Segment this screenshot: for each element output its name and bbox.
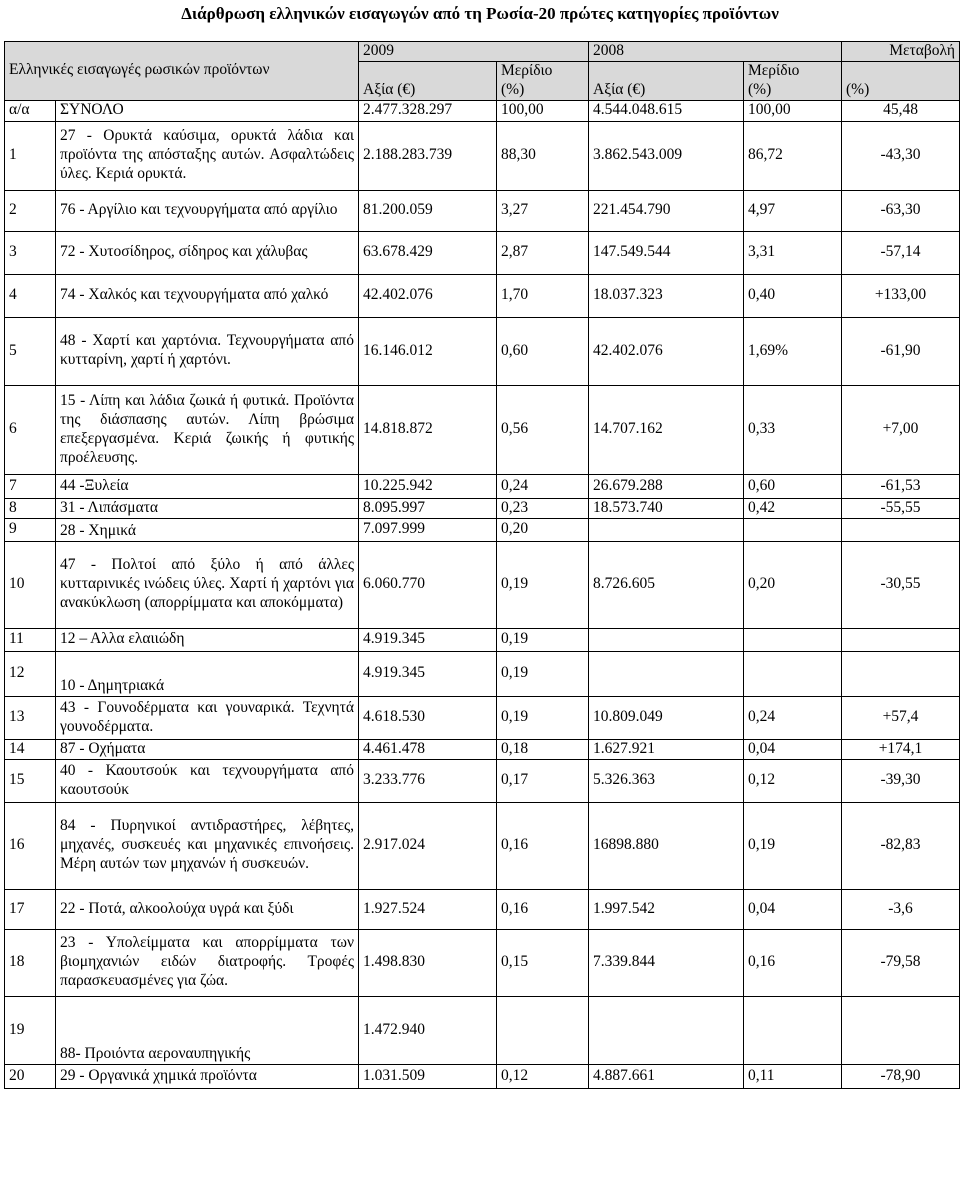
- category-cell: 31 - Λιπάσματα: [56, 498, 359, 518]
- category-cell: 88- Προιόντα αεροναυπηγικής: [56, 996, 359, 1064]
- row-number: 20: [5, 1064, 56, 1088]
- change-cell: +133,00: [842, 274, 960, 317]
- category-cell: 27 - Ορυκτά καύσιμα, ορυκτά λάδια και προϊόντα της απόσταξης αυτών. Ασφαλτώδεις ύλες. Κεριά ορυκτά.: [56, 121, 359, 190]
- category-cell: 23 - Υπολείμματα και απορρίμματα των βιομηχανιών ειδών διατροφής. Τροφές παρασκευασμένες για ζώα.: [56, 929, 359, 996]
- row-number: 15: [5, 759, 56, 802]
- value-2009-cell: 2.917.024: [359, 802, 497, 889]
- change-cell: +57,4: [842, 696, 960, 739]
- value-2009-cell: 10.225.942: [359, 474, 497, 498]
- share-2008-cell: 0,60: [744, 474, 842, 498]
- change-cell: -39,30: [842, 759, 960, 802]
- share-2008-cell: 0,20: [744, 541, 842, 628]
- change-cell: -30,55: [842, 541, 960, 628]
- row-number: 19: [5, 996, 56, 1064]
- table-row: [5, 996, 960, 1064]
- share-2009-cell: 0,23: [497, 498, 589, 518]
- category-cell: 47 - Πολτοί από ξύλο ή από άλλες κυτταρινικές ινώδεις ύλες. Χαρτί ή χαρτόνι για ανακύκλωση (απορρίμματα και αποκόμματα): [56, 541, 359, 628]
- header-share-2009-line1: Μερίδιο: [501, 61, 553, 79]
- category-cell: 72 - Χυτοσίδηρος, σίδηρος και χάλυβας: [56, 231, 359, 274]
- header-change-pct: (%): [842, 61, 960, 100]
- table-row: [5, 317, 960, 385]
- category-cell: 43 - Γουνοδέρματα και γουναρικά. Τεχνητά γουνοδέρματα.: [56, 696, 359, 739]
- header-year-2008: 2008: [589, 42, 842, 62]
- share-2009-cell: 0,12: [497, 1064, 589, 1088]
- category-cell: 29 - Οργανικά χημικά προϊόντα: [56, 1064, 359, 1088]
- imports-table: [4, 41, 960, 1089]
- share-2008-cell: 0,16: [744, 929, 842, 996]
- table-row: [5, 474, 960, 498]
- share-2009-cell: [497, 996, 589, 1064]
- value-2009-cell: 1.927.524: [359, 889, 497, 929]
- value-2008-cell: 3.862.543.009: [589, 121, 744, 190]
- category-cell: 12 – Αλλα ελαιιώδη: [56, 628, 359, 651]
- share-2008-cell: 0,04: [744, 889, 842, 929]
- share-2009-cell: 0,16: [497, 802, 589, 889]
- share-2008-cell: [744, 996, 842, 1064]
- value-2009-cell: 4.919.345: [359, 651, 497, 696]
- row-number: 1: [5, 121, 56, 190]
- change-cell: -61,90: [842, 317, 960, 385]
- value-2009-cell: 2.188.283.739: [359, 121, 497, 190]
- change-cell: [842, 628, 960, 651]
- row-number: 7: [5, 474, 56, 498]
- share-2009-cell: 0,20: [497, 518, 589, 541]
- table-row: [5, 889, 960, 929]
- table-row: [5, 696, 960, 739]
- table-row: [5, 385, 960, 474]
- change-cell: -43,30: [842, 121, 960, 190]
- share-2009-cell: 0,24: [497, 474, 589, 498]
- share-2009-cell: 0,17: [497, 759, 589, 802]
- header-share-2008-line2: (%): [748, 80, 772, 98]
- share-2008-cell: 4,97: [744, 190, 842, 231]
- value-2008-cell: [589, 628, 744, 651]
- change-cell: -57,14: [842, 231, 960, 274]
- change-cell: [842, 518, 960, 541]
- share-2008-cell: 0,24: [744, 696, 842, 739]
- value-2008-cell: [589, 518, 744, 541]
- value-2008-cell: 221.454.790: [589, 190, 744, 231]
- row-number: 9: [5, 518, 56, 541]
- row-number: 3: [5, 231, 56, 274]
- share-2009-cell: 0,56: [497, 385, 589, 474]
- total-change: 45,48: [842, 100, 960, 121]
- header-row-label: Ελληνικές εισαγωγές ρωσικών προϊόντων: [5, 42, 359, 101]
- header-value-2008: Αξία (€): [589, 61, 744, 100]
- value-2009-cell: 4.461.478: [359, 739, 497, 759]
- row-number: 12: [5, 651, 56, 696]
- share-2009-cell: 88,30: [497, 121, 589, 190]
- share-2009-cell: 0,18: [497, 739, 589, 759]
- value-2009-cell: 4.618.530: [359, 696, 497, 739]
- row-number: 14: [5, 739, 56, 759]
- change-cell: -3,6: [842, 889, 960, 929]
- change-cell: -78,90: [842, 1064, 960, 1088]
- total-share-2009: 100,00: [497, 100, 589, 121]
- value-2008-cell: 42.402.076: [589, 317, 744, 385]
- row-number: 13: [5, 696, 56, 739]
- share-2009-cell: 0,60: [497, 317, 589, 385]
- category-cell: 10 - Δημητριακά: [56, 651, 359, 696]
- table-row: [5, 274, 960, 317]
- category-cell: 22 - Ποτά, αλκοολούχα υγρά και ξύδι: [56, 889, 359, 929]
- total-value-2008: 4.544.048.615: [589, 100, 744, 121]
- share-2008-cell: [744, 628, 842, 651]
- value-2009-cell: 8.095.997: [359, 498, 497, 518]
- row-number: 10: [5, 541, 56, 628]
- share-2009-cell: 1,70: [497, 274, 589, 317]
- share-2008-cell: 3,31: [744, 231, 842, 274]
- row-number: 5: [5, 317, 56, 385]
- change-cell: +174,1: [842, 739, 960, 759]
- share-2008-cell: 0,11: [744, 1064, 842, 1088]
- share-2009-cell: 0,16: [497, 889, 589, 929]
- table-row: [5, 190, 960, 231]
- share-2009-cell: 0,15: [497, 929, 589, 996]
- share-2008-cell: 0,04: [744, 739, 842, 759]
- table-row: [5, 121, 960, 190]
- category-cell: 76 - Αργίλιο και τεχνουργήματα από αργίλιο: [56, 190, 359, 231]
- row-number: 8: [5, 498, 56, 518]
- value-2008-cell: 18.037.323: [589, 274, 744, 317]
- change-cell: -61,53: [842, 474, 960, 498]
- table-row: [5, 929, 960, 996]
- value-2008-cell: 16898.880: [589, 802, 744, 889]
- share-2009-cell: 0,19: [497, 628, 589, 651]
- value-2009-cell: 4.919.345: [359, 628, 497, 651]
- change-cell: [842, 651, 960, 696]
- category-cell: 28 - Χημικά: [56, 518, 359, 541]
- value-2008-cell: [589, 651, 744, 696]
- row-number: 4: [5, 274, 56, 317]
- change-cell: +7,00: [842, 385, 960, 474]
- table-row: [5, 518, 960, 541]
- change-cell: -55,55: [842, 498, 960, 518]
- share-2008-cell: 0,12: [744, 759, 842, 802]
- category-cell: 48 - Χαρτί και χαρτόνια. Τεχνουργήματα από κυτταρίνη, χαρτί ή χαρτόνι.: [56, 317, 359, 385]
- header-share-2008-line1: Μερίδιο: [748, 61, 800, 79]
- table-row: [5, 541, 960, 628]
- value-2009-cell: 42.402.076: [359, 274, 497, 317]
- row-number: 18: [5, 929, 56, 996]
- share-2008-cell: 0,42: [744, 498, 842, 518]
- value-2009-cell: 7.097.999: [359, 518, 497, 541]
- value-2009-cell: 63.678.429: [359, 231, 497, 274]
- value-2008-cell: 1.997.542: [589, 889, 744, 929]
- row-number: 6: [5, 385, 56, 474]
- table-row: [5, 759, 960, 802]
- value-2009-cell: 3.233.776: [359, 759, 497, 802]
- row-number: 16: [5, 802, 56, 889]
- value-2008-cell: 8.726.605: [589, 541, 744, 628]
- header-share-2009: [497, 61, 589, 100]
- change-cell: -82,83: [842, 802, 960, 889]
- header-year-2009: 2009: [359, 42, 589, 62]
- value-2009-cell: 1.498.830: [359, 929, 497, 996]
- share-2008-cell: 0,19: [744, 802, 842, 889]
- share-2008-cell: [744, 651, 842, 696]
- value-2008-cell: 14.707.162: [589, 385, 744, 474]
- value-2009-cell: 1.031.509: [359, 1064, 497, 1088]
- category-cell: 40 - Καουτσούκ και τεχνουργήματα από καουτσούκ: [56, 759, 359, 802]
- header-change: Μεταβολή: [842, 42, 960, 62]
- change-cell: -63,30: [842, 190, 960, 231]
- value-2009-cell: 14.818.872: [359, 385, 497, 474]
- value-2009-cell: 16.146.012: [359, 317, 497, 385]
- total-label: ΣΥΝΟΛΟ: [56, 100, 359, 121]
- category-cell: 74 - Χαλκός και τεχνουργήματα από χαλκό: [56, 274, 359, 317]
- table-row: [5, 1064, 960, 1088]
- table-row: [5, 498, 960, 518]
- share-2009-cell: 0,19: [497, 651, 589, 696]
- row-number: 11: [5, 628, 56, 651]
- change-cell: [842, 996, 960, 1064]
- value-2009-cell: 1.472.940: [359, 996, 497, 1064]
- value-2008-cell: 18.573.740: [589, 498, 744, 518]
- table-row: [5, 739, 960, 759]
- table-row: [5, 231, 960, 274]
- total-share-2008: 100,00: [744, 100, 842, 121]
- table-row: [5, 651, 960, 696]
- value-2008-cell: [589, 996, 744, 1064]
- total-value-2009: 2.477.328.297: [359, 100, 497, 121]
- share-2009-cell: 0,19: [497, 696, 589, 739]
- share-2009-cell: 2,87: [497, 231, 589, 274]
- row-number: 2: [5, 190, 56, 231]
- share-2008-cell: [744, 518, 842, 541]
- category-cell: 15 - Λίπη και λάδια ζωικά ή φυτικά. Προϊόντα της διάσπασης αυτών. Λίπη βρώσιμα επεξεργασμένα. Κεριά ζωικής ή φυτικής προέλευσης.: [56, 385, 359, 474]
- share-2009-cell: 3,27: [497, 190, 589, 231]
- change-cell: -79,58: [842, 929, 960, 996]
- share-2009-cell: 0,19: [497, 541, 589, 628]
- total-row: [5, 100, 960, 121]
- row-number: 17: [5, 889, 56, 929]
- value-2008-cell: 10.809.049: [589, 696, 744, 739]
- share-2008-cell: 1,69%: [744, 317, 842, 385]
- category-cell: 87 - Οχήματα: [56, 739, 359, 759]
- header-row-years: [5, 42, 960, 62]
- value-2008-cell: 4.887.661: [589, 1064, 744, 1088]
- table-row: [5, 628, 960, 651]
- value-2008-cell: 5.326.363: [589, 759, 744, 802]
- value-2008-cell: 147.549.544: [589, 231, 744, 274]
- value-2009-cell: 6.060.770: [359, 541, 497, 628]
- value-2009-cell: 81.200.059: [359, 190, 497, 231]
- page-title: Διάρθρωση ελληνικών εισαγωγών από τη Ρωσία-20 πρώτες κατηγορίες προϊόντων: [181, 4, 779, 23]
- table-row: [5, 802, 960, 889]
- header-value-2009: Αξία (€): [359, 61, 497, 100]
- value-2008-cell: 1.627.921: [589, 739, 744, 759]
- value-2008-cell: 26.679.288: [589, 474, 744, 498]
- header-share-2009-line2: (%): [501, 80, 525, 98]
- total-no: α/α: [5, 100, 56, 121]
- share-2008-cell: 86,72: [744, 121, 842, 190]
- share-2008-cell: 0,40: [744, 274, 842, 317]
- header-share-2008: [744, 61, 842, 100]
- category-cell: 44 -Ξυλεία: [56, 474, 359, 498]
- value-2008-cell: 7.339.844: [589, 929, 744, 996]
- share-2008-cell: 0,33: [744, 385, 842, 474]
- category-cell: 84 - Πυρηνικοί αντιδραστήρες, λέβητες, μηχανές, συσκευές και μηχανικές επινοήσεις. Μέρη αυτών των μηχανών ή συσκευών.: [56, 802, 359, 889]
